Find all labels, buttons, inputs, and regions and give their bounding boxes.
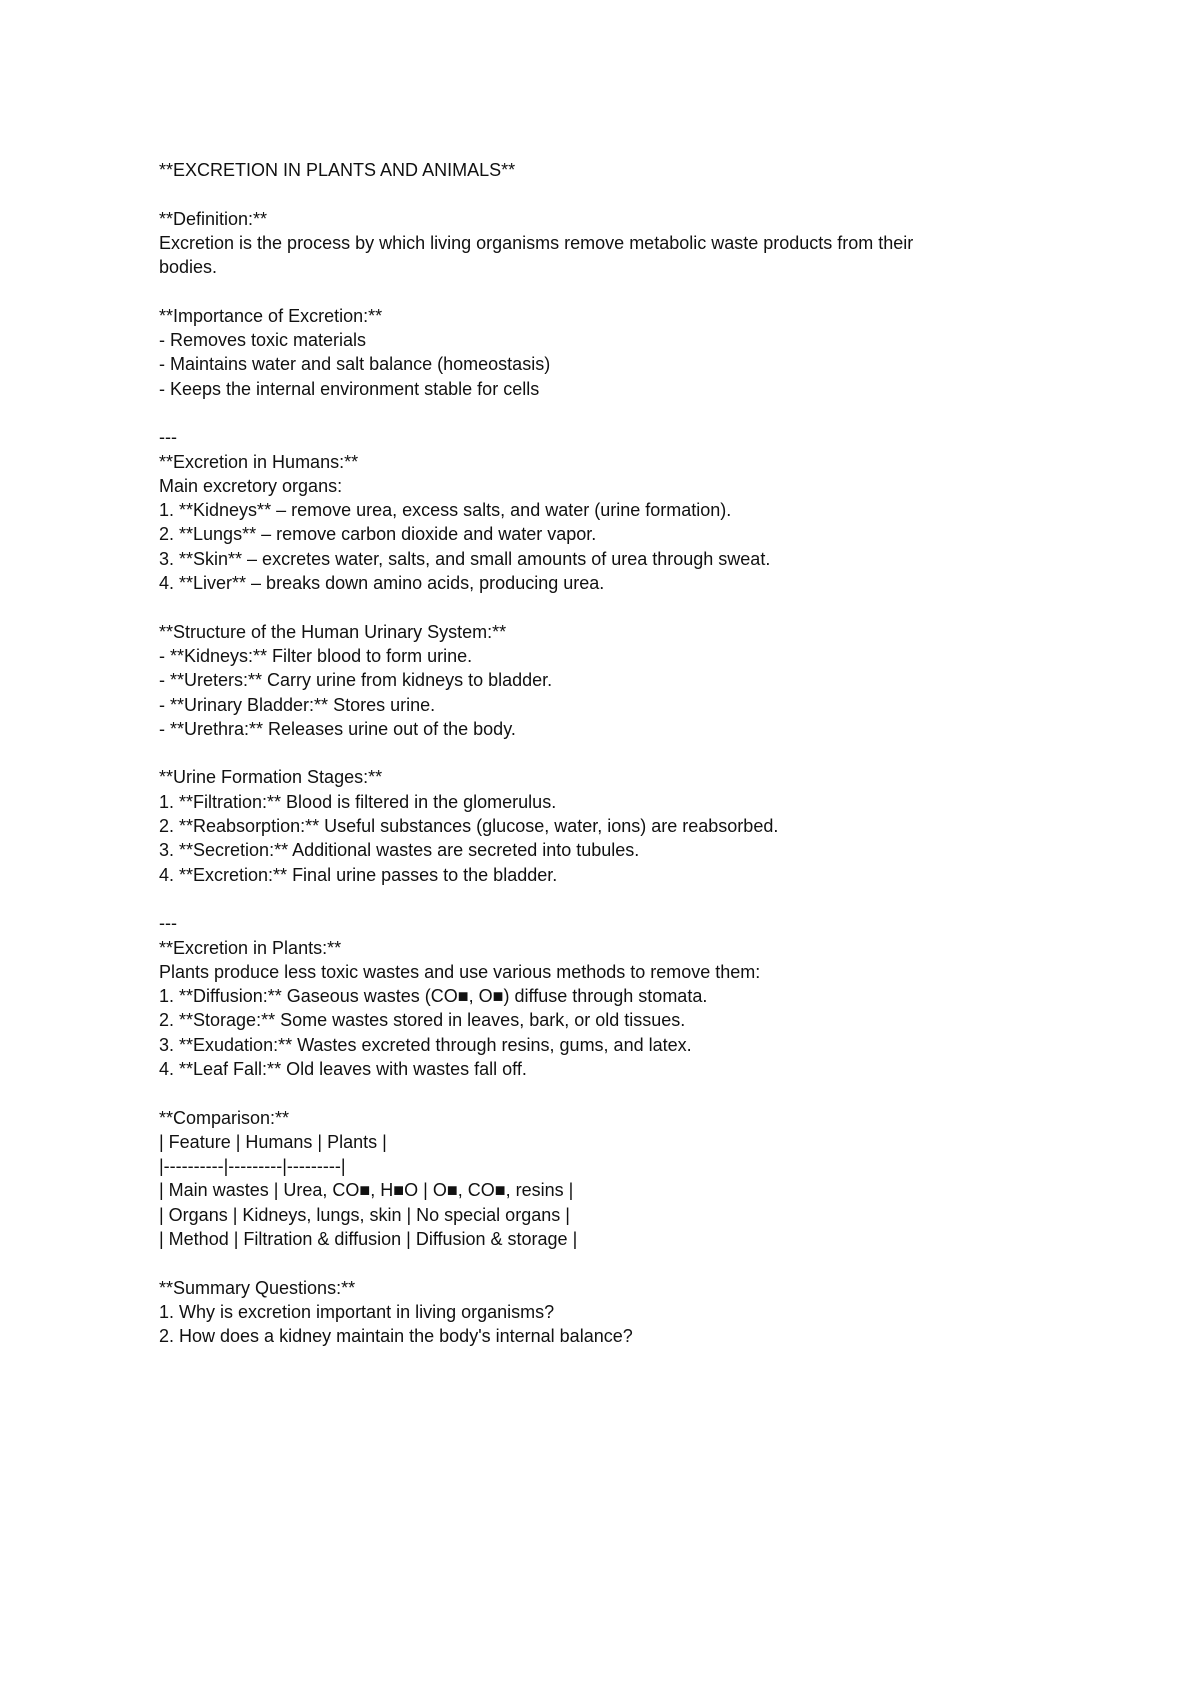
numbered-item: 1. **Filtration:** Blood is filtered in the glomerulus. <box>159 791 557 812</box>
section-heading: **Excretion in Plants:** <box>159 937 342 958</box>
blank-line <box>159 1251 1059 1275</box>
text-line: Excretion is the process by which living organisms remove metabolic waste products from their <box>159 232 914 253</box>
blank-line <box>159 401 1059 425</box>
numbered-item: 4. **Liver** – breaks down amino acids, producing urea. <box>159 573 605 594</box>
blank-line <box>159 182 1059 206</box>
numbered-item: 2. **Reabsorption:** Useful substances (glucose, water, ions) are reabsorbed. <box>159 816 779 837</box>
numbered-item: 2. **Lungs** – remove carbon dioxide and water vapor. <box>159 524 597 545</box>
section-heading: **Summary Questions:** <box>159 1277 356 1298</box>
blank-line <box>159 1081 1059 1105</box>
bullet-item: - Keeps the internal environment stable for cells <box>159 378 540 399</box>
horizontal-rule: --- <box>159 913 177 934</box>
numbered-item: 2. **Storage:** Some wastes stored in leaves, bark, or old tissues. <box>159 1010 686 1031</box>
blank-line <box>159 595 1059 619</box>
horizontal-rule: --- <box>159 427 177 448</box>
bullet-item: - Maintains water and salt balance (homeostasis) <box>159 354 551 375</box>
section-heading: **Urine Formation Stages:** <box>159 767 383 788</box>
numbered-item: 4. **Excretion:** Final urine passes to the bladder. <box>159 864 558 885</box>
numbered-item: 3. **Secretion:** Additional wastes are secreted into tubules. <box>159 840 640 861</box>
text-line: bodies. <box>159 257 218 278</box>
bullet-item: - Removes toxic materials <box>159 330 367 351</box>
bullet-item: - **Urinary Bladder:** Stores urine. <box>159 694 436 715</box>
section-heading: **Importance of Excretion:** <box>159 305 383 326</box>
numbered-item: 1. **Diffusion:** Gaseous wastes (CO■, O■) diffuse through stomata. <box>159 986 708 1007</box>
table-row: | Method | Filtration & diffusion | Diffusion & storage | <box>159 1229 578 1250</box>
section-heading: **EXCRETION IN PLANTS AND ANIMALS** <box>159 160 516 180</box>
numbered-item: 3. **Exudation:** Wastes excreted through resins, gums, and latex. <box>159 1034 692 1055</box>
table-row: | Main wastes | Urea, CO■, H■O | O■, CO■, resins | <box>159 1180 574 1201</box>
section-heading: **Structure of the Human Urinary System:** <box>159 621 507 642</box>
bullet-item: - **Urethra:** Releases urine out of the body. <box>159 718 516 739</box>
bullet-item: - **Ureters:** Carry urine from kidneys to bladder. <box>159 670 553 691</box>
numbered-item: 1. **Kidneys** – remove urea, excess salts, and water (urine formation). <box>159 500 732 521</box>
section-heading: **Comparison:** <box>159 1107 290 1128</box>
table-row: | Feature | Humans | Plants | <box>159 1131 387 1152</box>
numbered-item: 1. Why is excretion important in living organisms? <box>159 1301 555 1322</box>
text-line: Plants produce less toxic wastes and use various methods to remove them: <box>159 961 761 982</box>
blank-line <box>159 279 1059 303</box>
text-line: Main excretory organs: <box>159 475 343 496</box>
document-page <box>159 158 1059 1349</box>
table-row: | Organs | Kidneys, lungs, skin | No special organs | <box>159 1204 570 1225</box>
bullet-item: - **Kidneys:** Filter blood to form urine. <box>159 645 473 666</box>
numbered-item: 4. **Leaf Fall:** Old leaves with wastes fall off. <box>159 1058 527 1079</box>
numbered-item: 3. **Skin** – excretes water, salts, and small amounts of urea through sweat. <box>159 548 771 569</box>
numbered-item: 2. How does a kidney maintain the body's internal balance? <box>159 1326 633 1347</box>
section-heading: **Definition:** <box>159 208 268 229</box>
blank-line <box>159 887 1059 911</box>
blank-line <box>159 741 1059 765</box>
section-heading: **Excretion in Humans:** <box>159 451 359 472</box>
table-row: |----------|---------|---------| <box>159 1156 346 1177</box>
